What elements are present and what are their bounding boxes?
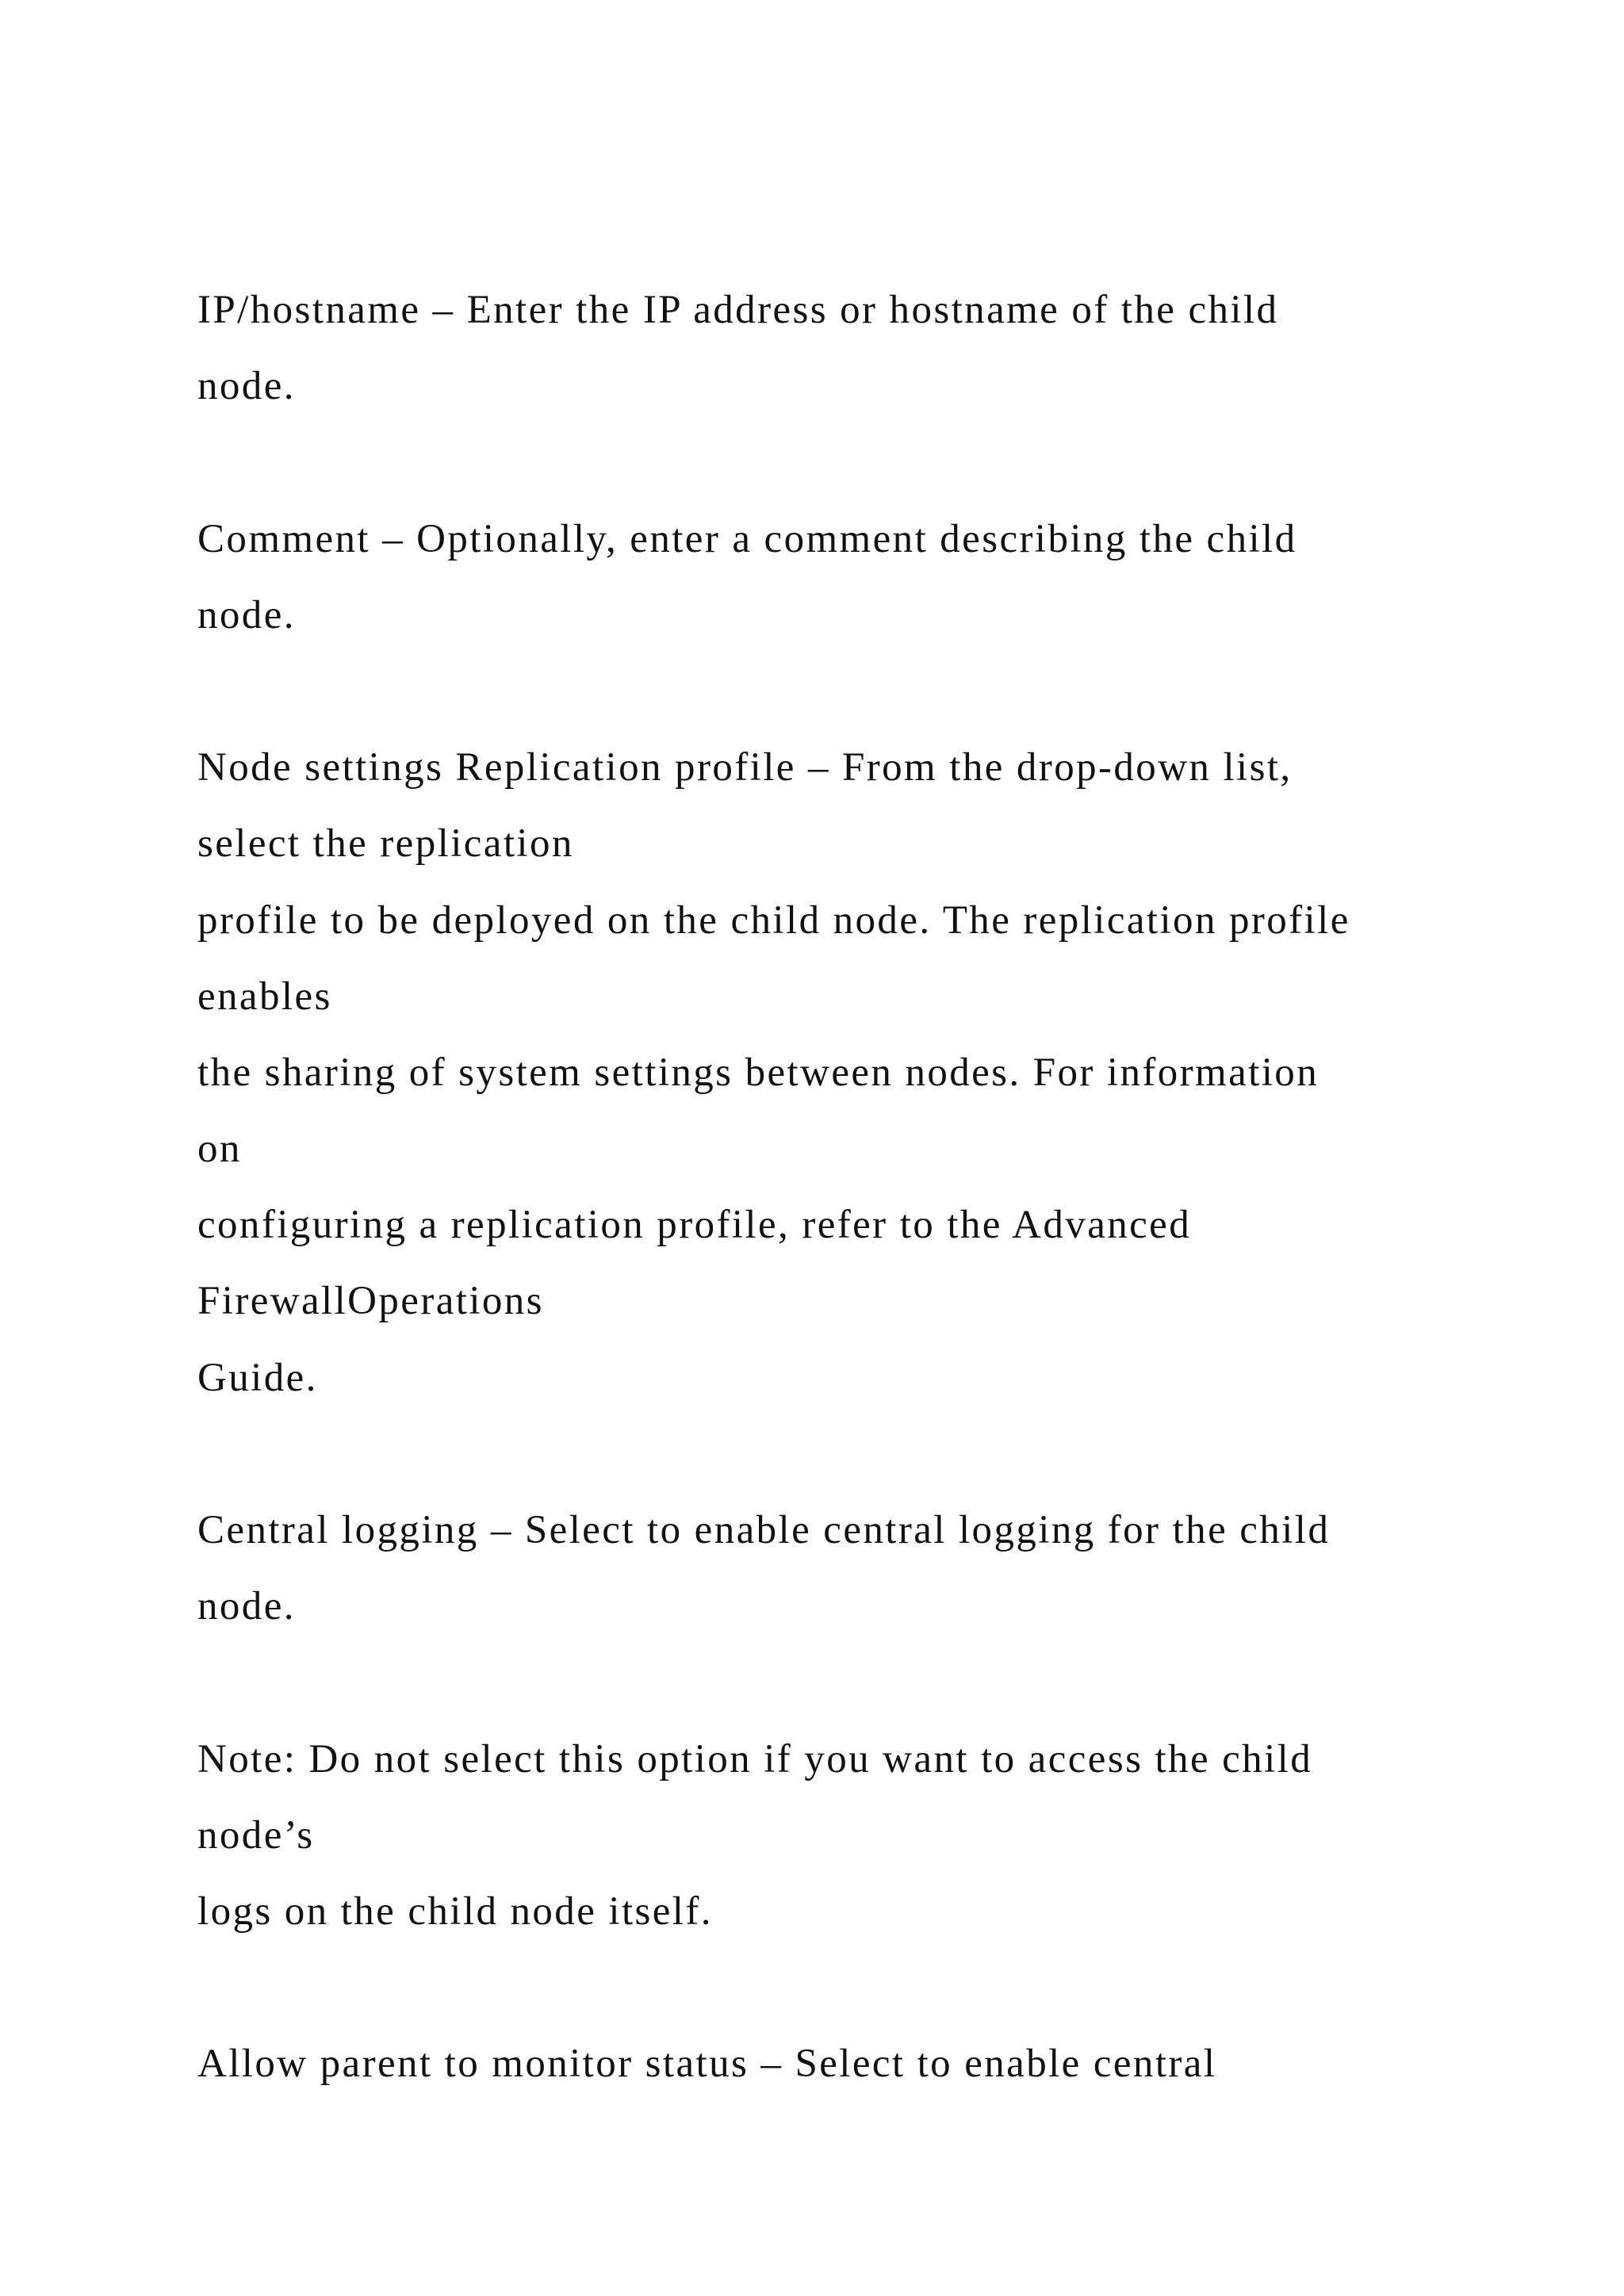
document-body <box>197 272 1514 2103</box>
text-line: on <box>197 1127 242 1172</box>
text-line: the sharing of system settings between nodes. For information <box>197 1050 1320 1095</box>
text-line: node. <box>197 364 296 409</box>
text-line: configuring a replication profile, refer to the Advanced <box>197 1203 1192 1248</box>
blank-line <box>197 1416 1514 1492</box>
text-line: IP/hostname – Enter the IP address or hostname of the child <box>197 288 1279 332</box>
blank-line <box>197 1950 1514 2026</box>
blank-line <box>197 653 1514 729</box>
blank-line <box>197 424 1514 500</box>
text-line: Note: Do not select this option if you want to access the child <box>197 1736 1313 1781</box>
text-line: Node settings Replication profile – From the drop-down list, <box>197 745 1293 790</box>
text-line: enables <box>197 974 332 1019</box>
text-line: Guide. <box>197 1355 318 1400</box>
blank-line <box>197 1644 1514 1720</box>
text-line: logs on the child node itself. <box>197 1888 713 1934</box>
text-line: select the replication <box>197 821 574 867</box>
text-line: profile to be deployed on the child node. The replication profile <box>197 897 1350 943</box>
text-line: Comment – Optionally, enter a comment describing the child <box>197 516 1297 561</box>
text-line: node’s <box>197 1812 315 1858</box>
text-line: node. <box>197 592 296 637</box>
text-line: Allow parent to monitor status – Select to enable central <box>197 2042 1217 2087</box>
text-line: Central logging – Select to enable central logging for the child <box>197 1508 1331 1552</box>
text-line: FirewallOperations <box>197 1279 544 1324</box>
text-line: node. <box>197 1584 296 1629</box>
